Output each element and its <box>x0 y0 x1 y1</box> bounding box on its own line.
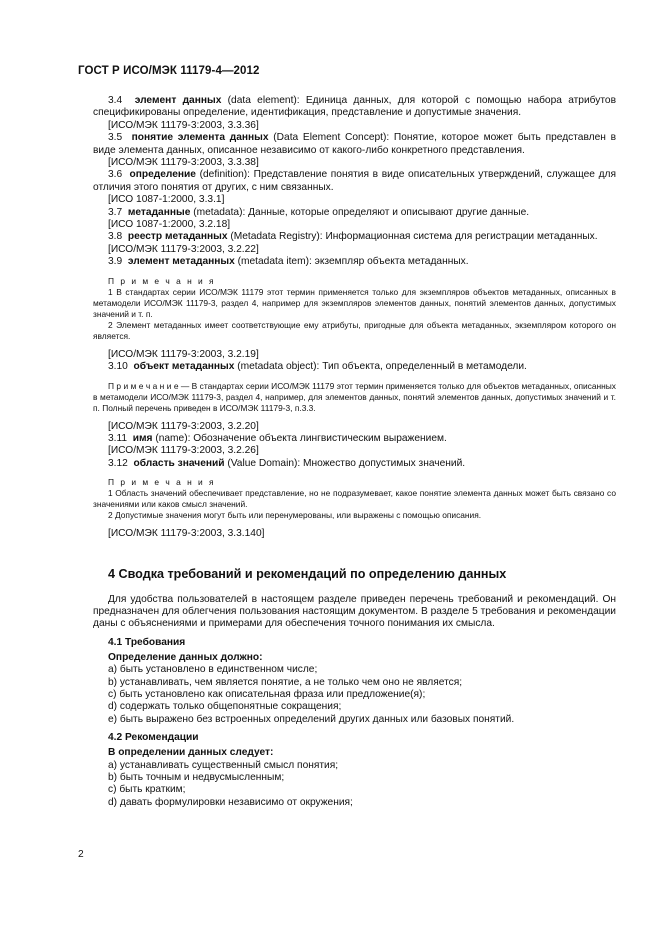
document-body <box>93 95 616 809</box>
definition-3-6: 3.6 определение (definition): Представление понятия в виде описательных утверждений, служащее для отличия этого понятия от других, с ним связанных. <box>93 169 616 193</box>
definition-3-5: 3.5 понятие элемента данных (Data Element Concept): Понятие, которое может быть представлен в виде элемента данных, описанное независимо от какого-либо конкретного представления. <box>93 132 617 156</box>
definition-3-4: 3.4 элемент данных (data element): Единица данных, для которой с помощью набора атрибутов спецификированы определение, идентификация, представление и допустимые значения. <box>93 95 616 119</box>
notes-heading: П р и м е ч а н и я <box>108 477 216 488</box>
section-heading: 4 Сводка требований и рекомендаций по определению данных <box>108 566 507 581</box>
notes-heading: П р и м е ч а н и я <box>108 275 216 286</box>
list-item: b) устанавливать, чем является понятие, а не только чем оно не является; <box>108 676 463 688</box>
list-lead: В определении данных следует: <box>108 747 274 759</box>
definition-3-7: 3.7 метаданные (metadata): Данные, которые определяют и описывают другие данные. <box>108 206 530 218</box>
page-number: 2 <box>78 849 84 860</box>
section-intro: Для удобства пользователей в настоящем разделе приведен перечень требований и рекомендаций. Он предназначен для облегчения пользования настоящим документом. В разделе 5 требования и рекомендации даны с объяснениями и примерами для обеспечения точного понимания их смысла. <box>93 593 616 630</box>
definition-ref: [ИСО/МЭК 11179-3:2003, 3.2.22] <box>108 243 259 255</box>
note-item: П р и м е ч а н и е — В стандартах серии ИСО/МЭК 11179 этот термин применяется только для объектов метаданных, описанных в метамодели ИСО/МЭК 11179-3, раздел 4, например, для элементов данных, понятий элементов данных, допустимых значений и т. п. Полный перечень приведен в ИСО/МЭК 11179-3, п.3.3. <box>93 380 616 413</box>
note-item: 2 Допустимые значения могут быть или перенумерованы, или выражены с помощью описания. <box>108 510 482 521</box>
note-item: 2 Элемент метаданных имеет соответствующие ему атрибуты, пригодные для объекта метаданных, экземпляром которого он является. <box>93 319 616 341</box>
list-lead: Определение данных должно: <box>108 651 263 663</box>
note-item: 1 Область значений обеспечивает представление, но не подразумевает, какое понятие элемента данных может быть связано со значениями или каков смысл значений. <box>93 488 616 510</box>
definition-ref: [ИСО/МЭК 11179-3:2003, 3.2.19] <box>108 348 259 360</box>
definition-ref: [ИСО 1087-1:2000, 3.2.18] <box>108 219 231 231</box>
definition-3-10: 3.10 объект метаданных (metadata object): Тип объекта, определенный в метамодели. <box>108 361 527 373</box>
definition-ref: [ИСО/МЭК 11179-3:2003, 3.3.140] <box>108 528 265 540</box>
definition-ref: [ИСО 1087-1:2000, 3.3.1] <box>108 194 225 206</box>
note-item: 1 В стандартах серии ИСО/МЭК 11179 этот термин применяется только для экземпляров объектов метаданных, описанных в метамодели ИСО/МЭК 11179-3, раздел 4, например для экземпляров элементов данных, понятий элементов данных, допустимых значений и т. п. <box>93 286 616 319</box>
definition-ref: [ИСО/МЭК 11179-3:2003, 3.3.38] <box>108 157 259 169</box>
definition-3-12: 3.12 область значений (Value Domain): Множество допустимых значений. <box>108 457 466 469</box>
list-item: a) устанавливать существенный смысл понятия; <box>108 759 339 771</box>
definition-ref: [ИСО/МЭК 11179-3:2003, 3.3.36] <box>108 119 259 131</box>
list-item: d) содержать только общепонятные сокращения; <box>108 701 342 713</box>
definition-3-8: 3.8 реестр метаданных (Metadata Registry): Информационная система для регистрации метаданных. <box>108 231 598 243</box>
definition-3-9: 3.9 элемент метаданных (metadata item): экземпляр объекта метаданных. <box>108 256 469 268</box>
list-item: c) быть установлено как описательная фраза или предложение(я); <box>108 688 426 700</box>
list-item: a) быть установлено в единственном числе; <box>108 664 318 676</box>
subsection-heading: 4.2 Рекомендации <box>108 732 199 744</box>
list-item: d) давать формулировки независимо от окружения; <box>108 796 353 808</box>
list-item: b) быть точным и недвусмысленным; <box>108 772 285 783</box>
definition-ref: [ИСО/МЭК 11179-3:2003, 3.2.20] <box>108 420 259 432</box>
list-item: c) быть кратким; <box>108 784 186 796</box>
document-header: ГОСТ Р ИСО/МЭК 11179-4—2012 <box>78 65 260 77</box>
definition-3-11: 3.11 имя (name): Обозначение объекта лингвистическим выражением. <box>108 432 447 444</box>
list-item: e) быть выражено без встроенных определений других данных или базовых понятий. <box>108 713 515 725</box>
subsection-heading: 4.1 Требования <box>108 636 186 648</box>
definition-ref: [ИСО/МЭК 11179-3:2003, 3.2.26] <box>108 445 259 457</box>
